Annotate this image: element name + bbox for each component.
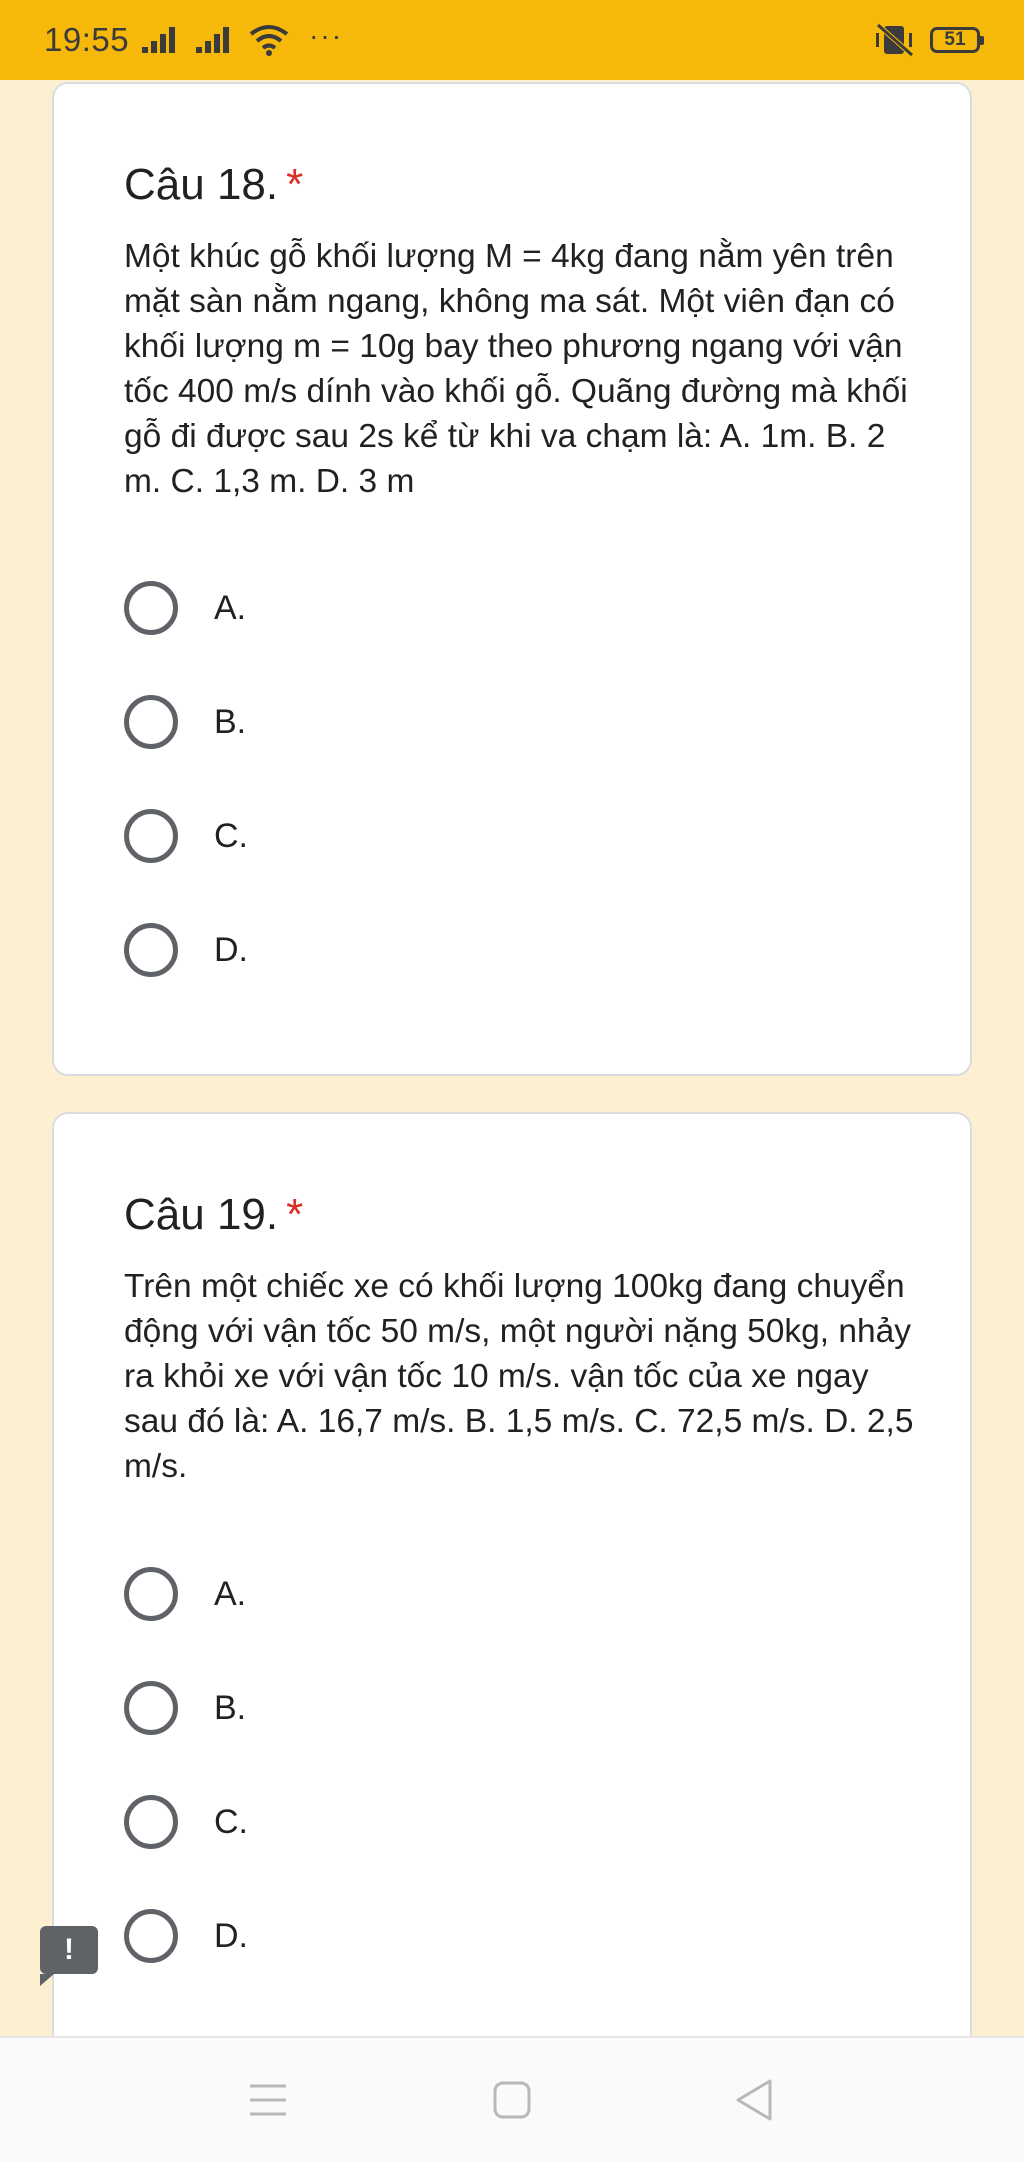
option-c[interactable]	[124, 1792, 248, 1852]
wifi-icon	[249, 24, 289, 56]
question-card-19	[52, 1112, 972, 2112]
feedback-button[interactable]	[40, 1926, 98, 1974]
question-card-18	[52, 82, 972, 1076]
option-d[interactable]	[124, 1906, 248, 1966]
vibrate-off-icon	[872, 23, 916, 57]
question-title	[124, 160, 303, 210]
option-a[interactable]	[124, 1564, 246, 1624]
option-label: D.	[214, 1916, 248, 1955]
question-title-text: Câu 18.	[124, 160, 279, 209]
home-icon	[492, 2080, 532, 2120]
battery-icon	[930, 27, 980, 53]
radio-button[interactable]	[124, 809, 178, 863]
radio-button[interactable]	[124, 581, 178, 635]
recents-button[interactable]	[236, 2068, 300, 2132]
more-notifications: ···	[309, 20, 344, 51]
option-label: D.	[214, 930, 248, 969]
option-b[interactable]	[124, 692, 246, 752]
radio-button[interactable]	[124, 1681, 178, 1735]
option-a[interactable]	[124, 578, 246, 638]
radio-button[interactable]	[124, 695, 178, 749]
option-c[interactable]	[124, 806, 248, 866]
option-label: C.	[214, 1802, 248, 1841]
option-d[interactable]	[124, 920, 248, 980]
signal-icon	[141, 25, 183, 55]
option-b[interactable]	[124, 1678, 246, 1738]
home-button[interactable]	[480, 2068, 544, 2132]
back-icon	[734, 2078, 774, 2122]
option-label: C.	[214, 816, 248, 855]
navigation-bar	[0, 2036, 1024, 2162]
radio-button[interactable]	[124, 923, 178, 977]
question-title	[124, 1190, 303, 1240]
status-bar	[0, 0, 1024, 80]
radio-button[interactable]	[124, 1567, 178, 1621]
question-text: Một khúc gỗ khối lượng M = 4kg đang nằm yên trên mặt sàn nằm ngang, không ma sát. Một viên đạn có khối lượng m = 10g bay theo phương ngang với vận tốc 400 m/s dính vào khối gỗ. Quãng đường mà khối gỗ đi được sau 2s kể từ khi va chạm là: A. 1m. B. 2 m. C. 1,3 m. D. 3 m	[124, 238, 908, 500]
feedback-icon: !	[64, 1933, 74, 1966]
signal-icon-2	[195, 25, 237, 55]
menu-icon	[248, 2082, 288, 2118]
radio-button[interactable]	[124, 1909, 178, 1963]
option-label: A.	[214, 588, 247, 627]
required-asterisk: *	[286, 160, 304, 209]
question-title-text: Câu 19.	[124, 1190, 279, 1239]
status-time: 19:55	[44, 21, 130, 58]
radio-button[interactable]	[124, 1795, 178, 1849]
question-text: Trên một chiếc xe có khối lượng 100kg đang chuyển động với vận tốc 50 m/s, một người nặng 50kg, nhảy ra khỏi xe với vận tốc 10 m/s. vận tốc của xe ngay sau đó là: A. 16,7 m/s. B. 1,5 m/s. C. 72,5 m/s. D. 2,5 m/s.	[124, 1268, 914, 1485]
option-label: A.	[214, 1574, 247, 1613]
battery-level: 51	[944, 29, 966, 50]
required-asterisk: *	[286, 1190, 304, 1239]
option-label: B.	[214, 702, 247, 741]
option-label: B.	[214, 1688, 247, 1727]
back-button[interactable]	[722, 2068, 786, 2132]
